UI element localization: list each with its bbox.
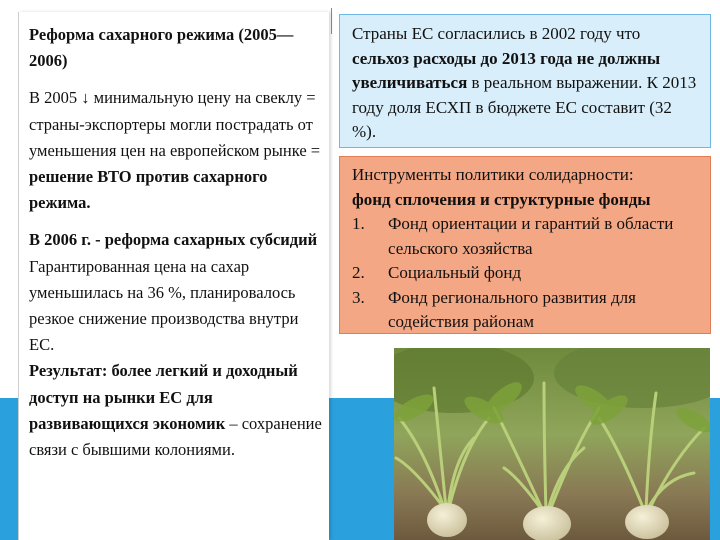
agreement-box: Страны ЕС согласились в 2002 году что сельхоз расходы до 2013 года не должны увеличиваться в реальном выражении. К 2013 году доля ЕСХП в бюджете ЕС составит (32 %). (339, 14, 711, 148)
list-item: 1. Фонд ориентации и гарантий в области сельского хозяйства (352, 214, 674, 258)
list-item: 3. Фонд регионального развития для содействия районам (352, 287, 636, 331)
left-text-body (29, 22, 325, 474)
paragraph-2006: В 2006 г. - реформа сахарных субсидий Гарантированная цена на сахар уменьшилась на 36 %, планировалось резкое снижение производства внутри ЕС. Результат: более легкий и доходный доступ на рынки ЕС для развивающихся экономик – сохранение связи с бывшими колониями. (29, 230, 322, 460)
result-label: Результат: более легкий и доходный доступ на рынки ЕС для развивающихся экономик (29, 361, 298, 433)
list-item: 2. Социальный фонд (352, 263, 522, 282)
solidarity-instruments-box (339, 156, 711, 334)
funds-list (352, 212, 698, 335)
sugar-beet-plants-icon (394, 348, 710, 540)
divider-line (331, 8, 332, 34)
left-text-card (18, 12, 329, 540)
instruments-subheading: фонд сплочения и структурные фонды (352, 189, 651, 209)
down-arrow-icon: ↓ (81, 88, 90, 108)
instruments-heading: Инструменты политики солидарности: (352, 165, 634, 184)
slide-title: Реформа сахарного режима (2005—2006) (29, 25, 294, 71)
paragraph-2005: В 2005 ↓ минимальную цену на свеклу = страны-экспортеры могли пострадать от уменьшения цен на европейском рынке = решение ВТО против сахарного режима. (29, 88, 321, 213)
